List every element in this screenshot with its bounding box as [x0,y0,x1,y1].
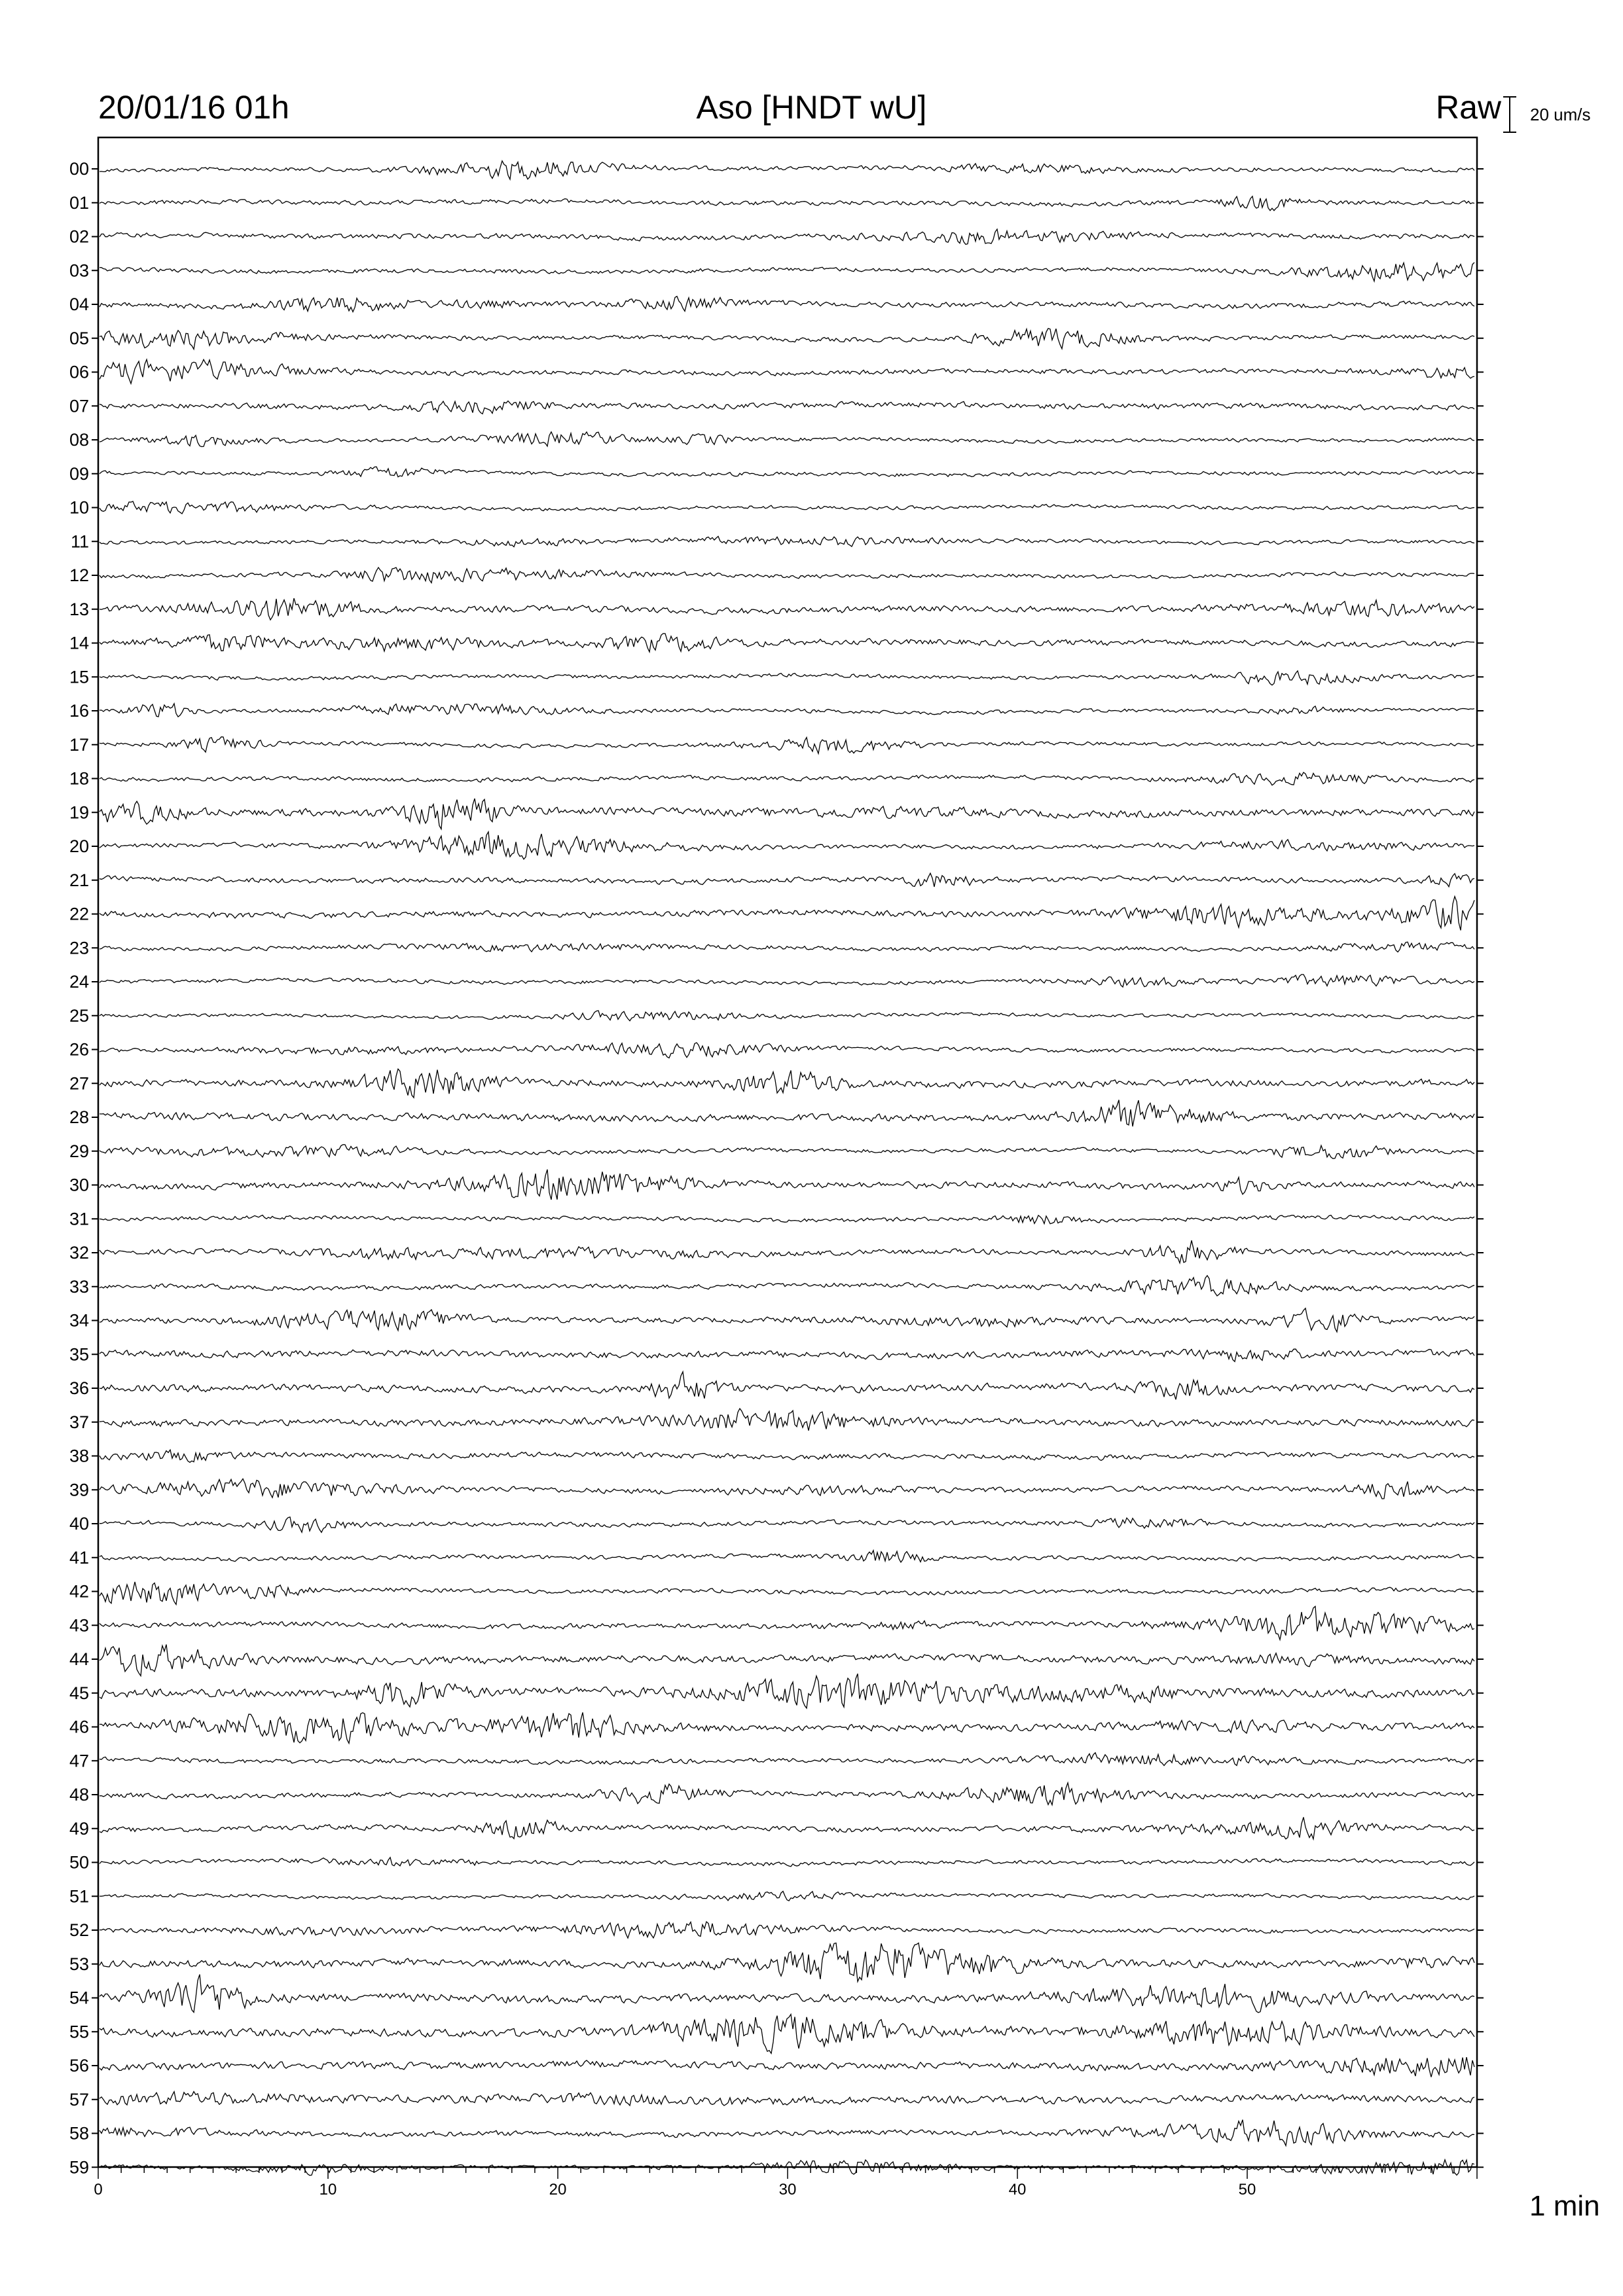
trace-line [100,1551,1474,1562]
x-axis-unit-label: 1 min [1529,2190,1600,2222]
row-label: 56 [69,2056,89,2075]
trace-line [100,467,1474,477]
row-label: 35 [69,1344,89,1365]
trace-line [100,1308,1474,1332]
trace-line [100,1408,1474,1431]
trace-line [100,873,1474,887]
trace-line [100,1517,1474,1533]
row-label: 27 [69,1073,89,1094]
trace-line [100,1215,1474,1224]
trace-line [100,567,1474,583]
trace-line [100,897,1474,931]
row-label: 36 [69,1378,89,1398]
row-label: 48 [69,1785,89,1804]
trace-line [100,1372,1474,1399]
row-label: 08 [69,430,89,450]
trace-line [100,1857,1474,1867]
trace-line [100,975,1474,987]
row-label: 24 [69,972,89,992]
trace-line [100,598,1474,620]
row-label: 13 [69,599,89,619]
row-label: 38 [69,1446,89,1466]
trace-line [100,359,1474,384]
trace-line [100,1043,1474,1058]
row-label: 43 [69,1615,89,1636]
x-tick-label: 30 [778,2181,797,2198]
row-label: 00 [69,159,89,179]
trace-line [100,1606,1474,1640]
amplitude-scale-bar [1503,97,1516,132]
trace-line [100,1753,1474,1766]
row-label: 42 [69,1581,89,1602]
row-label: 44 [69,1649,89,1669]
x-tick-label: 0 [94,2181,103,2198]
row-label: 19 [69,802,89,823]
trace-line [100,262,1474,281]
row-label: 30 [69,1175,89,1195]
row-label: 58 [69,2123,89,2144]
mode-label: Raw [1435,89,1501,126]
x-tick-label: 10 [319,2181,337,2198]
row-label: 22 [69,904,89,924]
row-label: 52 [69,1920,89,1940]
trace-line [100,501,1474,514]
trace-line [100,634,1474,652]
trace-line [100,1712,1474,1743]
trace-line [100,1145,1474,1158]
row-label: 29 [69,1141,89,1161]
row-label: 55 [69,2022,89,2042]
trace-line [100,1100,1474,1127]
row-label: 01 [69,192,89,213]
row-label: 34 [69,1310,89,1331]
trace-line [100,1582,1474,1605]
trace-line [100,1892,1474,1901]
row-label: 54 [69,1988,89,2008]
row-label: 50 [69,1852,89,1873]
trace-line [100,1276,1474,1296]
row-label: 51 [69,1886,89,1907]
row-label: 25 [69,1005,89,1026]
trace-line [100,401,1474,414]
row-label: 33 [69,1276,89,1297]
row-label: 06 [69,362,89,382]
row-label: 11 [70,531,89,552]
trace-line [100,1783,1474,1805]
trace-line [100,196,1474,211]
x-tick-label: 40 [1008,2181,1027,2198]
row-label: 12 [69,565,89,585]
row-label: 15 [69,667,89,687]
row-label: 46 [69,1717,89,1737]
row-label: 16 [69,701,89,721]
row-label: 02 [69,226,89,247]
row-label: 47 [69,1751,89,1771]
trace-line [100,2120,1474,2146]
trace-line [100,432,1474,447]
chart-title: Aso [HNDT wU] [696,89,927,126]
trace-line [100,229,1474,244]
x-tick-label: 50 [1238,2181,1256,2198]
trace-line [100,772,1474,785]
trace-line [100,2057,1474,2077]
row-label: 45 [69,1683,89,1703]
row-label: 39 [69,1480,89,1500]
row-label: 23 [69,938,89,958]
trace-line [100,1818,1474,1839]
row-label: 10 [69,497,89,518]
row-label: 20 [69,836,89,856]
trace-line [100,1011,1474,1021]
trace-line [100,1975,1474,2013]
row-label: 53 [69,1954,89,1974]
trace-line [100,161,1474,179]
row-label: 28 [69,1107,89,1127]
trace-line [100,1069,1474,1098]
row-label: 57 [69,2089,89,2109]
trace-line [100,296,1474,312]
row-label: 14 [69,633,89,653]
row-label: 31 [69,1209,89,1229]
trace-line [100,2092,1474,2106]
trace-line [100,1674,1474,1708]
row-label: 03 [69,260,89,281]
trace-line [100,671,1474,685]
trace-line [100,1943,1474,1982]
trace-line [100,1645,1474,1676]
trace-line [100,798,1474,829]
trace-line [100,2015,1474,2054]
row-label: 04 [69,295,89,314]
row-label: 32 [69,1243,89,1263]
trace-line [100,704,1474,717]
trace-line [100,1170,1474,1200]
row-label: 21 [69,870,89,890]
trace-line [100,537,1474,547]
row-label: 49 [69,1818,89,1839]
row-label: 07 [69,396,89,416]
trace-line [100,1240,1474,1263]
row-label: 18 [69,768,89,789]
trace-line [100,942,1474,952]
amplitude-scale-label: 20 um/s [1530,105,1591,124]
row-label: 05 [69,328,89,348]
trace-line [100,1349,1474,1361]
row-label: 17 [69,734,89,755]
trace-line [100,832,1474,859]
trace-line [100,1450,1474,1462]
trace-line [100,737,1474,754]
row-label: 41 [69,1547,89,1568]
row-label: 59 [69,2157,89,2178]
row-label: 09 [69,463,89,484]
trace-line [100,1922,1474,1938]
date-label: 20/01/16 01h [98,89,289,126]
trace-line [100,1479,1474,1499]
trace-line [100,329,1474,350]
x-tick-label: 20 [549,2181,567,2198]
row-label: 37 [69,1412,89,1432]
row-label: 26 [69,1039,89,1060]
row-label: 40 [69,1514,89,1534]
